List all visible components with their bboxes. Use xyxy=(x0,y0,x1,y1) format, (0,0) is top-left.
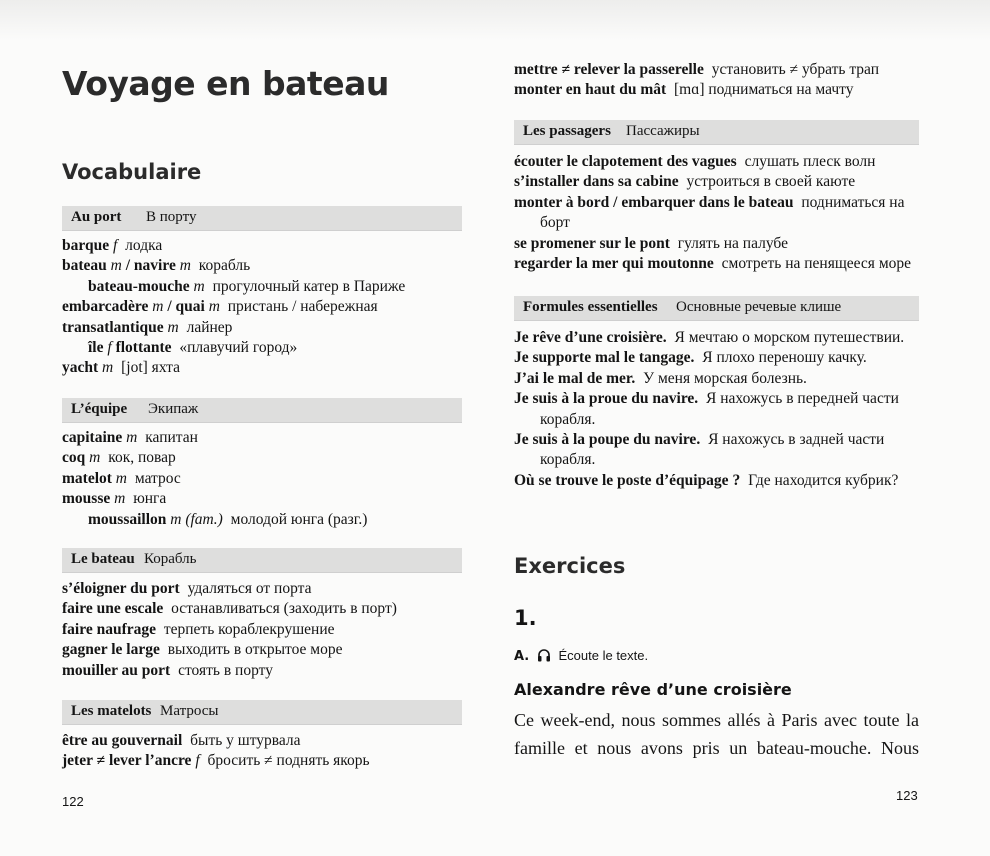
section-title-fr: Au port xyxy=(71,209,122,225)
section-title-ru: Пассажиры xyxy=(626,123,700,139)
entry-translation: стоять в порту xyxy=(178,661,273,679)
entry-translation: терпеть кораблекрушение xyxy=(163,620,335,638)
entry-translation: Я мечтаю о морском путешествии. xyxy=(674,329,905,346)
entry-gender: m xyxy=(208,298,220,316)
entry-french: capitaine xyxy=(62,429,123,446)
vocab-entry xyxy=(514,234,911,254)
reading-text xyxy=(514,706,919,762)
entry-french: coq xyxy=(62,449,86,467)
entry-translation: корабль xyxy=(198,257,251,275)
entry-gender: f xyxy=(195,752,200,770)
entry-french: faire une escale xyxy=(62,600,164,618)
entry-translation: лайнер xyxy=(186,318,233,336)
entry-french: mouiller au port xyxy=(62,661,171,679)
entry-translation: борт xyxy=(540,214,570,232)
entry-translation: «плавучий город» xyxy=(179,339,298,357)
section-bar-bateau xyxy=(62,548,462,573)
entry-translation: бросить ≠ поднять якорь xyxy=(207,752,370,770)
vocab-entry xyxy=(514,60,879,80)
entry-french: monter à bord / embarquer dans le bateau xyxy=(514,193,794,211)
vocab-entry xyxy=(62,661,397,681)
vocab-entry xyxy=(514,152,911,172)
entry-french: s’installer dans sa cabine xyxy=(514,173,679,191)
section-title-ru: Экипаж xyxy=(148,401,199,417)
exercise-a-instruction xyxy=(514,648,648,665)
page-number-right: 123 xyxy=(896,788,918,803)
section-bar-matelots xyxy=(62,700,462,725)
section-title-ru: В порту xyxy=(146,209,197,225)
vocab-entry xyxy=(62,358,405,378)
vocab-list-passagers xyxy=(514,152,911,274)
page-number-left: 122 xyxy=(62,794,84,809)
entry-translation: подниматься на xyxy=(801,193,905,211)
vocab-entry xyxy=(514,193,911,213)
entry-french: / quai xyxy=(167,298,205,316)
entry-french: Je supporte mal le tangage. xyxy=(514,349,695,367)
entry-french: gagner le large xyxy=(62,641,160,659)
vocab-entry xyxy=(62,277,405,297)
entry-translation: кок, повар xyxy=(108,449,176,467)
entry-french: monter en haut du mât xyxy=(514,81,667,99)
vocab-entry xyxy=(62,731,370,751)
entry-french: yacht xyxy=(62,359,99,377)
vocab-entry xyxy=(62,338,405,358)
entry-translation: У меня морская болезнь. xyxy=(643,369,807,387)
entry-french: se promener sur le pont xyxy=(514,234,670,252)
entry-translation: корабля. xyxy=(540,410,596,428)
vocab-entry xyxy=(514,80,879,100)
entry-french: Je rêve d’une croisière. xyxy=(514,329,667,346)
vocab-list-au-port xyxy=(62,236,405,379)
section-title-fr: Formules essentielles xyxy=(523,299,658,315)
entry-french: barque xyxy=(62,237,110,254)
vocab-entry xyxy=(62,489,367,509)
vocab-entry xyxy=(62,579,397,599)
section-bar-formules xyxy=(514,296,919,321)
exercise-a-text: Écoute le texte. xyxy=(558,648,649,663)
section-title-fr: Les matelots xyxy=(71,703,152,719)
entry-gender: m xyxy=(193,277,205,295)
vocab-entry xyxy=(62,510,367,530)
entry-french: mousse xyxy=(62,490,111,508)
vocab-entry xyxy=(62,236,405,256)
vocab-entry xyxy=(514,430,904,450)
entry-translation: Я нахожусь в задней части xyxy=(708,431,885,449)
reading-text-line: Ce week-end, nous sommes allés à Paris avec toute la xyxy=(514,710,919,730)
page-top-shadow xyxy=(0,0,990,40)
section-title-fr: Le bateau xyxy=(71,551,135,567)
vocab-entry xyxy=(62,448,367,468)
entry-translation: слушать плеск волн xyxy=(744,153,876,170)
vocab-entry xyxy=(514,213,911,233)
entry-gender: m xyxy=(115,469,127,487)
entry-translation: юнга xyxy=(133,490,167,508)
exercises-heading: Exercices xyxy=(514,554,626,578)
vocab-entry xyxy=(62,599,397,619)
vocab-entry xyxy=(62,620,397,640)
entry-translation: останавливаться (заходить в порт) xyxy=(171,600,397,618)
entry-french: écouter le clapotement des vagues xyxy=(514,153,737,170)
entry-gender: m xyxy=(167,318,179,336)
section-bar-au-port xyxy=(62,206,462,231)
entry-translation: Я нахожусь в передней части xyxy=(706,390,899,408)
section-title-fr: L’équipe xyxy=(71,401,128,417)
section-title-fr: Les passagers xyxy=(523,123,611,139)
vocab-entry xyxy=(514,450,904,470)
entry-translation: Я плохо переношу качку. xyxy=(702,349,867,367)
entry-french: bateau xyxy=(62,257,107,275)
vocab-entry xyxy=(514,254,911,274)
entry-gender: m xyxy=(114,490,126,508)
section-bar-equipe xyxy=(62,398,462,423)
section-bar-passagers xyxy=(514,120,919,145)
entry-gender: m xyxy=(152,298,164,316)
vocabulary-heading: Vocabulaire xyxy=(62,160,202,184)
exercise-a-label: A. xyxy=(514,649,530,664)
entry-translation: устроиться в своей каюте xyxy=(686,173,856,191)
vocab-list-matelots xyxy=(62,731,370,772)
entry-translation: [jot] яхта xyxy=(121,359,181,377)
entry-translation: капитан xyxy=(145,429,198,446)
vocab-entry xyxy=(62,428,367,448)
vocab-entry xyxy=(62,469,367,489)
vocab-entry xyxy=(514,172,911,192)
entry-french: s’éloigner du port xyxy=(62,580,180,597)
reading-text-line: famille et nous avons pris un bateau-mouche. Nous xyxy=(514,738,919,758)
vocab-entry xyxy=(514,410,904,430)
entry-french: jeter ≠ lever l’ancre xyxy=(62,752,192,770)
entry-gender: m xyxy=(89,449,101,467)
vocab-list-bateau xyxy=(62,579,397,681)
entry-french: être au gouvernail xyxy=(62,732,183,749)
entry-translation: гулять на палубе xyxy=(677,234,788,252)
vocab-entry xyxy=(514,369,904,389)
vocab-entry xyxy=(514,389,904,409)
exercise-number: 1. xyxy=(514,606,537,630)
entry-translation: матрос xyxy=(134,469,181,487)
entry-french: bateau-mouche xyxy=(88,277,190,295)
vocab-entry xyxy=(514,328,904,348)
entry-french: Où se trouve le poste d’équipage ? xyxy=(514,471,741,489)
entry-translation: выходить в открытое море xyxy=(167,641,343,659)
entry-french: matelot xyxy=(62,469,112,487)
entry-translation: быть у штурвала xyxy=(190,732,301,749)
vocab-entry xyxy=(514,348,904,368)
entry-french: J’ai le mal de mer. xyxy=(514,369,636,387)
text-title: Alexandre rêve d’une croisière xyxy=(514,680,792,699)
entry-french: embarcadère xyxy=(62,298,149,316)
vocab-entry xyxy=(514,471,904,491)
vocab-entry xyxy=(62,751,370,771)
entry-french: île xyxy=(88,339,104,357)
section-title-ru: Матросы xyxy=(160,703,219,719)
vocab-entry xyxy=(62,640,397,660)
entry-gender: f xyxy=(112,237,118,254)
entry-french: flottante xyxy=(115,339,172,357)
entry-french: Je suis à la poupe du navire. xyxy=(514,431,701,449)
phrase-list-formules xyxy=(514,328,904,491)
entry-translation: молодой юнга (разг.) xyxy=(230,510,368,528)
page-title: Voyage en bateau xyxy=(62,64,389,103)
vocab-entry xyxy=(62,318,405,338)
entry-gender: m xyxy=(110,257,122,275)
section-title-ru: Основные речевые клише xyxy=(676,299,842,315)
headphones-icon[interactable] xyxy=(537,649,551,665)
entry-translation: [mɑ] подниматься на мачту xyxy=(674,81,854,99)
entry-translation: установить ≠ убрать трап xyxy=(711,61,880,78)
entry-translation: Где находится кубрик? xyxy=(748,471,899,489)
vocab-list-equipe xyxy=(62,428,367,530)
entry-gender: f xyxy=(107,339,112,357)
entry-french: faire naufrage xyxy=(62,620,156,638)
entry-french: Je suis à la proue du navire. xyxy=(514,390,699,408)
entry-gender: m xyxy=(179,257,191,275)
entry-translation: смотреть на пенящееся море xyxy=(721,255,912,273)
section-title-ru: Корабль xyxy=(144,551,197,567)
entry-french: regarder la mer qui moutonne xyxy=(514,255,714,273)
entry-translation: корабля. xyxy=(540,451,596,469)
entry-translation: пристань / набережная xyxy=(227,298,378,316)
entry-french: transatlantique xyxy=(62,318,164,336)
entry-translation: удаляться от порта xyxy=(187,580,312,597)
vocab-entry xyxy=(62,256,405,276)
entry-gender: m xyxy=(102,359,114,377)
entry-french: moussaillon xyxy=(88,510,167,528)
entry-gender: m (fam.) xyxy=(170,510,223,528)
vocab-list-top xyxy=(514,60,879,101)
entry-gender: m xyxy=(126,429,138,446)
entry-translation: прогулочный катер в Париже xyxy=(212,277,406,295)
vocab-entry xyxy=(62,297,405,317)
entry-french: mettre ≠ relever la passerelle xyxy=(514,61,704,78)
entry-translation: лодка xyxy=(125,237,163,254)
entry-french: / navire xyxy=(125,257,176,275)
